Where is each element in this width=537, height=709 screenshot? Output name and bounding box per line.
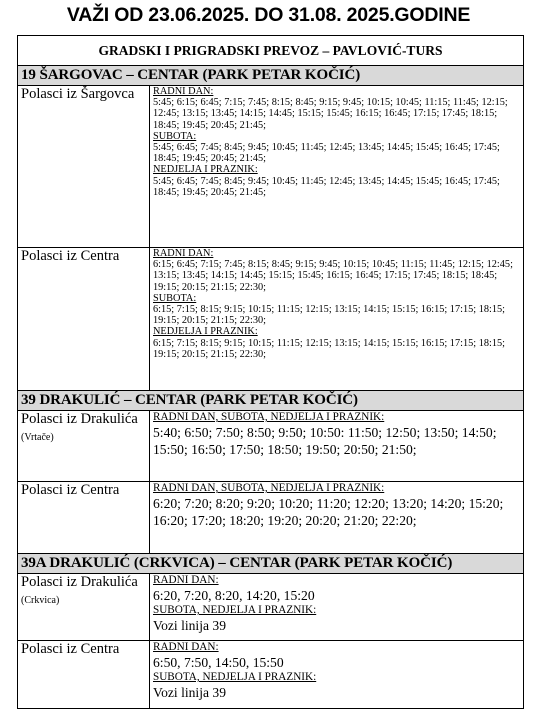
schedule-cell — [150, 482, 524, 554]
direction-label: Polasci iz Šargovca — [18, 86, 150, 248]
line-39a-header — [18, 554, 524, 574]
direction-label: Polasci iz Centra — [18, 248, 150, 391]
departure-times: 6:15; 7:15; 8:15; 9:15; 10:15; 11:15; 12:15; 13:15; 14:15; 15:15; 16:15; 17:15; 18:15; 19:15; 20:15; 21:15; 22:30; — [153, 337, 506, 360]
departure-times: 6:20, 7:20, 8:20, 14:20, 15:20 — [153, 588, 315, 603]
line-title: 39 DRAKULIĆ – CENTAR (PARK PETAR KOČIĆ) — [18, 391, 524, 411]
departure-times: 5:45; 6:15; 6:45; 7:15; 7:45; 8:15; 8:45; 9:15; 9:45; 10:15; 10:45; 11:15; 11:45; 12:15; 12:45; 13:15; 13:45; 14:15; 14:45; 15:15; 15:45; 16:15; 16:45; 17:15; 17:45; 18:15; 18:45; 19:45; 20:45; 21:45; — [153, 97, 508, 131]
schedule-category: NEDJELJA I PRAZNIK: — [153, 164, 258, 176]
schedule-category: RADNI DAN: — [153, 574, 219, 586]
company-row — [18, 36, 524, 66]
line-39a-direction-drakulic — [18, 574, 524, 641]
schedule-category: SUBOTA: — [153, 130, 197, 142]
schedule-category: SUBOTA, NEDJELJA I PRAZNIK: — [153, 671, 317, 683]
schedule-cell — [150, 411, 524, 482]
departure-times: 5:45; 6:45; 7:45; 8:45; 9:45; 10:45; 11:45; 12:45; 13:45; 14:45; 15:45; 16:45; 17:45; 18:45; 19:45; 20:45; 21:45; — [153, 175, 500, 198]
validity-heading: VAŽI OD 23.06.2025. DO 31.08. 2025.GODINE — [66, 4, 471, 26]
departure-times: 5:45; 6:45; 7:45; 8:45; 9:45; 10:45; 11:45; 12:45; 13:45; 14:45; 15:45; 16:45; 17:45; 18:45; 19:45; 20:45; 21:45; — [153, 142, 500, 165]
departure-times: 6:15; 6:45; 7:15; 7:45; 8:15; 8:45; 9:15; 9:45; 10:15; 10:45; 11:15; 11:45; 12:15; 12:45; 13:15; 13:45; 14:15; 14:45; 15:15; 15:45; 16:15; 16:45; 17:15; 17:45; 18:15; 18:45; 19:15; 20:15; 21:15; 22:30; — [153, 259, 513, 293]
line-39a-direction-centar — [18, 641, 524, 709]
schedule-cell — [150, 248, 524, 391]
line-title: 19 ŠARGOVAC – CENTAR (PARK PETAR KOČIĆ) — [18, 66, 524, 86]
line-39-header — [18, 391, 524, 411]
departure-times: 5:40; 6:50; 7:50; 8:50; 9:50; 10:50: 11:50; 12:50; 13:50; 14:50; 15:50; 16:50; 17:50; 18:50; 19:50; 20:50; 21:50; — [153, 425, 497, 457]
schedule-category: RADNI DAN: — [153, 248, 214, 259]
line-19-direction-centar — [18, 248, 524, 391]
schedule-category: SUBOTA, NEDJELJA I PRAZNIK: — [153, 604, 317, 616]
timetable — [17, 35, 524, 709]
schedule-cell — [150, 86, 524, 248]
schedule-cell — [150, 641, 524, 709]
departure-times: Vozi linija 39 — [153, 618, 226, 633]
departure-times: 6:50, 7:50, 14:50, 15:50 — [153, 655, 284, 670]
company-name: GRADSKI I PRIGRADSKI PREVOZ – PAVLOVIĆ-TURS — [18, 36, 524, 66]
line-title: 39A DRAKULIĆ (CRKVICA) – CENTAR (PARK PETAR KOČIĆ) — [18, 554, 524, 574]
departure-times: 6:20; 7:20; 8:20; 9:20; 10:20; 11:20; 12:20; 13:20; 14:20; 15:20; 16:20; 17:20; 18:20; 19:20; 20:20; 21:20; 22:20; — [153, 496, 504, 528]
schedule-category: RADNI DAN: — [153, 641, 219, 653]
departure-times: Vozi linija 39 — [153, 685, 226, 700]
schedule-category: RADNI DAN, SUBOTA, NEDJELJA I PRAZNIK: — [153, 482, 385, 494]
direction-label: Polasci iz Centra — [18, 482, 150, 554]
schedule-cell — [150, 574, 524, 641]
line-19-direction-sargovac — [18, 86, 524, 248]
schedule-category: SUBOTA: — [153, 292, 197, 304]
line-19-header — [18, 66, 524, 86]
schedule-category: NEDJELJA I PRAZNIK: — [153, 326, 258, 338]
schedule-category: RADNI DAN: — [153, 86, 214, 97]
line-39-direction-drakulic — [18, 411, 524, 482]
line-39-direction-centar — [18, 482, 524, 554]
direction-label: Polasci iz Drakulića (Crkvica) — [18, 574, 150, 641]
departure-times: 6:15; 7:15; 8:15; 9:15; 10:15; 11:15; 12:15; 13:15; 14:15; 15:15; 16:15; 17:15; 18:15; 19:15; 20:15; 21:15; 22:30; — [153, 304, 506, 327]
schedule-category: RADNI DAN, SUBOTA, NEDJELJA I PRAZNIK: — [153, 411, 385, 423]
direction-label: Polasci iz Drakulića (Vrtače) — [18, 411, 150, 482]
direction-label: Polasci iz Centra — [18, 641, 150, 709]
